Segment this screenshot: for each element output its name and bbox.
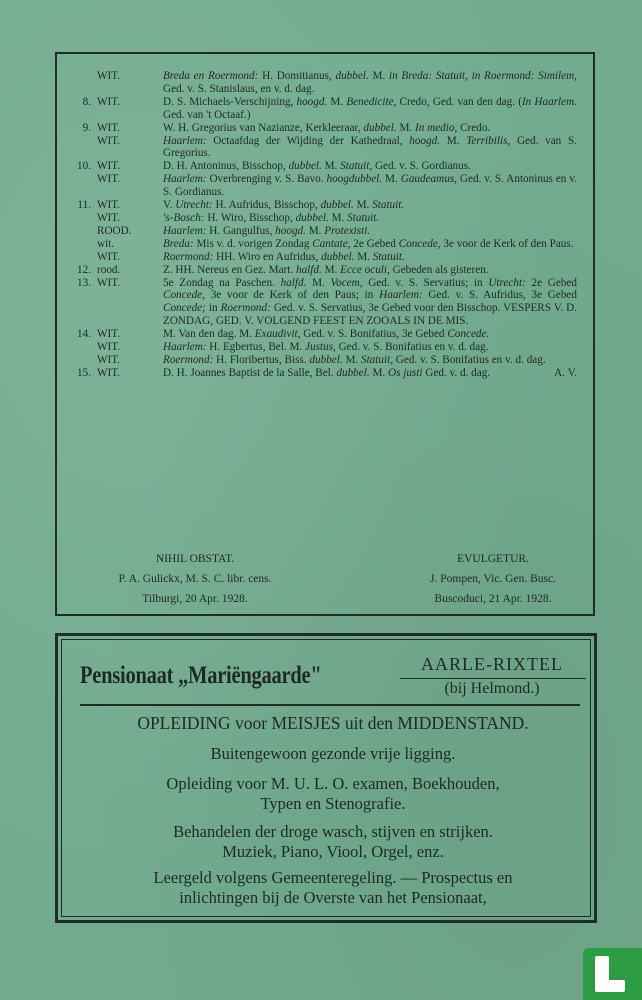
- liturgical-color: WIT.: [97, 341, 121, 354]
- calendar-row: [57, 238, 597, 251]
- ad-title: Pensionaat „Mariëngaarde": [80, 662, 322, 689]
- entry-text: Haarlem: H. Gangulfus, hoogd. M. Protexisti.: [163, 224, 371, 237]
- vicar-name: J. Pompen, Vic. Gen. Busc.: [430, 573, 556, 585]
- liturgical-color: WIT.: [97, 366, 121, 379]
- calendar-row: [57, 122, 597, 135]
- entry-text: Roermond: H. Floribertus, Biss. dubbel. M. Statuit, Ged. v. S. Bonifatius en v. d. dag.: [163, 353, 546, 366]
- day-number: 10.: [77, 160, 91, 173]
- entry-text: Haarlem: H. Egbertus, Bel. M. Justus, Ged. v. S. Bonifatius en v. d. dag.: [163, 341, 489, 354]
- entry-text: 5e Zondag na Paschen. halfd. M. Vocem, Ged. v. S. Servatius; in Utrecht: 2e Gebed Concede, 3e voor de Kerk of den Paus; in Haarlem: Ged. v. S. Aufridus, 3e Gebed Concede; in Roermond: Ged. v. S. Servatius, 3e Gebed voor den Bisschop. VESPERS V. D. ZONDAG, GED. V. VOLGEND FEEST EN ZOOALS IN DE MIS.: [163, 276, 577, 328]
- day-number: [57, 70, 95, 96]
- ad-line-5: Behandelen der droge wasch, stijven en strijken.: [173, 822, 493, 841]
- day-number: 8.: [82, 95, 91, 108]
- day-number: [57, 212, 95, 225]
- day-number: [57, 173, 95, 199]
- ad-line-2: Buitengewoon gezonde vrije ligging.: [210, 744, 456, 763]
- calendar-row: [57, 212, 597, 225]
- day-number: 9.: [82, 121, 91, 134]
- liturgical-color: ROOD.: [97, 224, 132, 237]
- calendar-row: [57, 70, 597, 96]
- ad-town: AARLE-RIXTEL: [421, 654, 563, 674]
- calendar-row: [57, 251, 597, 264]
- advertisement-inner-frame: [61, 639, 591, 917]
- calendar-row: [57, 173, 597, 199]
- entry-text: D. S. Michaels-Verschijning, hoogd. M. Benedicite, Credo, Ged. van den dag. (In Haarlem. Ged. van 't Octaaf.): [163, 95, 577, 121]
- liturgical-color: wit.: [97, 237, 115, 250]
- ad-region: (bij Helmond.): [444, 680, 540, 697]
- calendar-row: [57, 199, 597, 212]
- calendar-row: [57, 341, 597, 354]
- liturgical-color: WIT.: [97, 121, 121, 134]
- ad-line-1: OPLEIDING voor MEISJES uit den MIDDENSTAND.: [137, 713, 529, 733]
- vicar-date: Buscoduci, 21 Apr. 1928.: [434, 593, 552, 605]
- ad-line-3: Opleiding voor M. U. L. O. examen, Boekhouden,: [166, 774, 500, 793]
- liturgical-color: WIT.: [97, 328, 121, 341]
- calendar-row: [57, 135, 597, 161]
- advertisement-box: [55, 633, 597, 923]
- liturgical-color: WIT.: [97, 276, 121, 289]
- entry-text: Roermond: HH. Wiro en Aufridus, dubbel. M. Statuit.: [163, 250, 405, 263]
- calendar-row: [57, 367, 597, 380]
- day-number: 12.: [77, 263, 91, 276]
- calendar-row: [57, 354, 597, 367]
- day-number: [57, 354, 95, 367]
- entry-text: D. H. Antoninus, Bisschop, dubbel. M. Statuit, Ged. v. S. Gordianus.: [163, 160, 471, 173]
- censor-name: P. A. Gulickx, M. S. C. libr. cens.: [118, 573, 272, 585]
- corner-logo-icon: [583, 948, 642, 1000]
- nihil-obstat-title: NIHIL OBSTAT.: [155, 553, 235, 565]
- calendar-row: [57, 160, 597, 173]
- day-number: [57, 225, 95, 238]
- calendar-row: [57, 328, 597, 341]
- day-number: [57, 251, 95, 264]
- entry-text: D. H. Joannes Baptist de la Salle, Bel. dubbel. M. Os justi Ged. v. d. dag. A. V.: [163, 366, 577, 379]
- calendar-row: [57, 96, 597, 122]
- liturgical-color: WIT.: [97, 134, 121, 147]
- liturgical-color: WIT.: [97, 211, 121, 224]
- censor-date: Tilburgi, 20 Apr. 1928.: [142, 593, 248, 605]
- ad-title-rule: [80, 704, 580, 706]
- calendar-row: [57, 264, 597, 277]
- entry-text: M. Van den dag. M. Exaudivit, Ged. v. S. Bonifatius, 3e Gebed Concede.: [163, 328, 490, 341]
- liturgical-color: WIT.: [97, 199, 121, 212]
- ad-line-8: inlichtingen bij de Overste van het Pensionaat,: [179, 888, 487, 907]
- ad-line-7: Leergeld volgens Gemeenteregeling. — Prospectus en: [153, 868, 513, 887]
- entry-text: Haarlem: Overbrenging v. S. Bavo. hoogdubbel. M. Gaudeamus, Ged. v. S. Antoninus en v. S. Gordianus.: [163, 173, 578, 199]
- liturgical-color: WIT.: [97, 70, 121, 82]
- liturgical-color: WIT.: [97, 95, 121, 108]
- entry-text: Z. HH. Nereus en Gez. Mart. halfd. M. Ecce oculi, Gebeden als gisteren.: [163, 263, 489, 276]
- liturgical-calendar-box: [55, 52, 595, 616]
- day-number: [57, 341, 95, 354]
- liturgical-color: WIT.: [97, 160, 121, 173]
- liturgical-color: WIT.: [97, 353, 121, 366]
- ad-town-divider: [400, 678, 586, 679]
- evulgetur-title: EVULGETUR.: [457, 553, 529, 565]
- ad-line-4: Typen en Stenografie.: [260, 794, 406, 813]
- entry-text: W. H. Gregorius van Nazianze, Kerkleeraar, dubbel. M. In medio, Credo.: [163, 121, 491, 134]
- entry-text: Breda: Mis v. d. vorigen Zondag Cantate, 2e Gebed Concede, 3e voor de Kerk of den Paus.: [163, 237, 574, 250]
- liturgical-color: rood.: [97, 263, 121, 276]
- ad-line-6: Muziek, Piano, Viool, Orgel, enz.: [222, 842, 444, 861]
- day-number: 14.: [77, 328, 91, 341]
- calendar-row: [57, 225, 597, 238]
- liturgical-color: WIT.: [97, 173, 121, 186]
- entry-text: Haarlem: Octaafdag der Wijding der Kathedraal, hoogd. M. Terribilis, Ged. van S. Gregorius.: [163, 134, 577, 160]
- liturgical-color: WIT.: [97, 250, 121, 263]
- day-number: 15.: [77, 366, 91, 379]
- calendar-row: [57, 277, 597, 329]
- entry-text: V. Utrecht: H. Aufridus, Bisschop, dubbel. M. Statuit.: [163, 199, 405, 212]
- entry-text: 's-Bosch: H. Wiro, Bisschop, dubbel. M. Statuit.: [163, 211, 380, 224]
- day-number: 13.: [77, 276, 91, 289]
- day-number: 11.: [77, 199, 91, 212]
- entry-text: Breda en Roermond: H. Domitianus, dubbel. M. in Breda: Statuit, in Roermond: Similem, Ged. v. S. Stanislaus, en v. d. dag.: [163, 70, 577, 95]
- calendar-entries: [57, 70, 597, 380]
- day-number: [57, 135, 95, 161]
- day-number: [57, 238, 95, 251]
